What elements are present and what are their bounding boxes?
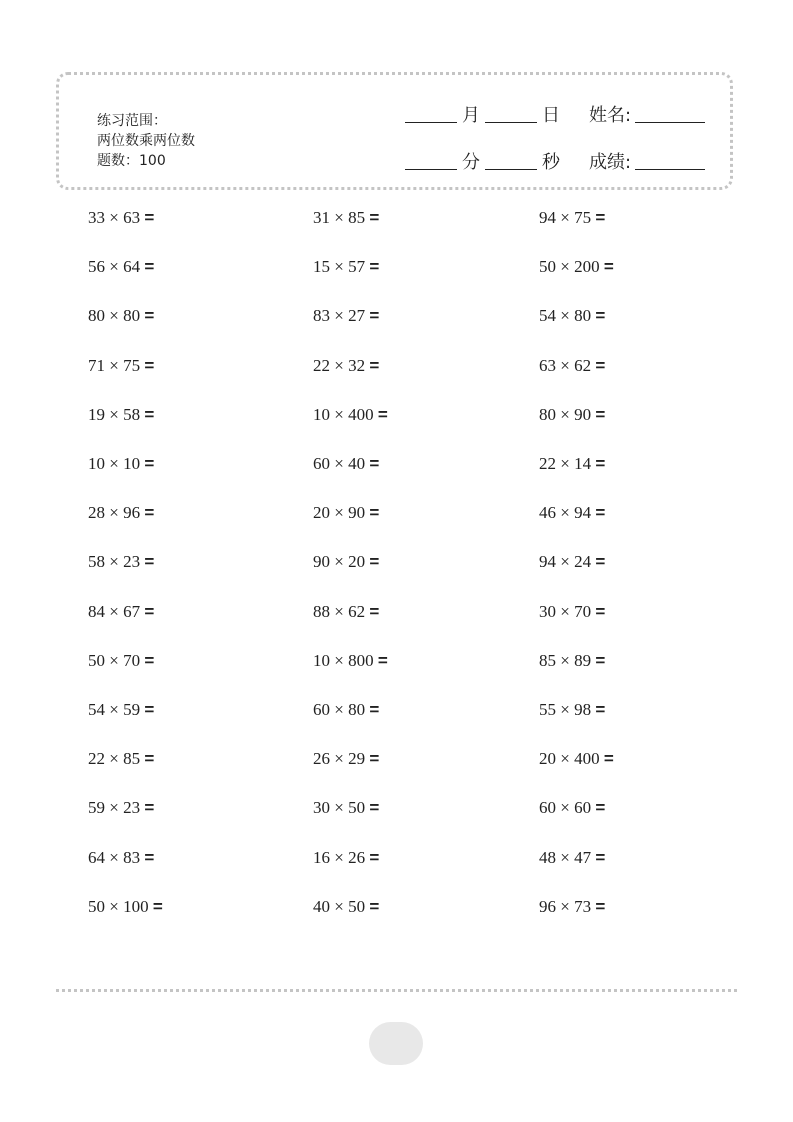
equals-sign: = (595, 650, 606, 670)
problem-expression: 59 × 23 (88, 798, 141, 818)
problem-expression: 94 × 24 (539, 552, 592, 572)
equals-sign: = (595, 798, 606, 818)
math-problem (88, 552, 154, 572)
equals-sign: = (377, 650, 388, 670)
equals-sign: = (144, 552, 155, 572)
equals-sign: = (369, 847, 380, 867)
math-problem (88, 798, 154, 818)
equals-sign: = (144, 847, 155, 867)
math-problem (313, 208, 379, 228)
math-problem (313, 848, 379, 868)
problem-expression: 60 × 80 (313, 700, 366, 719)
score-blank[interactable] (635, 169, 705, 170)
math-problem (313, 405, 388, 425)
math-problem (313, 602, 379, 622)
equals-sign: = (369, 896, 380, 916)
equals-sign: = (595, 552, 606, 572)
math-problem (539, 749, 614, 769)
problem-expression: 48 × 47 (539, 847, 592, 867)
worksheet-header (56, 72, 733, 190)
math-problem (539, 848, 605, 868)
equals-sign: = (595, 306, 606, 326)
problem-expression: 60 × 40 (313, 454, 366, 473)
exercise-info (97, 111, 195, 171)
equals-sign: = (369, 257, 380, 277)
equals-sign: = (144, 601, 155, 621)
problem-expression: 10 × 400 (313, 404, 374, 424)
equals-sign: = (144, 257, 155, 277)
math-problem (88, 897, 163, 917)
math-problem (539, 651, 605, 671)
month-blank[interactable] (405, 122, 457, 123)
problem-expression: 64 × 83 (88, 847, 141, 867)
problem-expression: 46 × 94 (539, 503, 592, 523)
equals-sign: = (369, 601, 380, 621)
problem-expression: 88 × 62 (313, 601, 366, 621)
problem-expression: 10 × 10 (88, 454, 141, 473)
problem-count: 题数：100 (97, 153, 166, 169)
problem-expression: 58 × 23 (88, 552, 141, 572)
problem-expression: 16 × 26 (313, 847, 366, 867)
math-problem (313, 651, 388, 671)
name-blank[interactable] (635, 122, 705, 123)
math-problem (88, 208, 154, 228)
math-problem (539, 208, 605, 228)
equals-sign: = (595, 700, 606, 719)
math-problem (313, 749, 379, 769)
equals-sign: = (369, 306, 380, 326)
problem-expression: 55 × 98 (539, 700, 592, 719)
math-problem (88, 356, 154, 376)
problem-expression: 50 × 200 (539, 257, 600, 277)
range-value: 两位数乘两位数 (97, 133, 195, 149)
problem-expression: 54 × 59 (88, 700, 141, 719)
math-problem (539, 454, 605, 474)
range-label: 练习范围： (97, 113, 167, 129)
second-blank[interactable] (485, 169, 537, 170)
math-problem (88, 405, 154, 425)
second-label: 秒 (542, 152, 560, 173)
date-name-row (405, 101, 705, 127)
problem-expression: 80 × 90 (539, 404, 592, 424)
problem-expression: 10 × 800 (313, 650, 374, 670)
math-problem (539, 897, 605, 917)
problem-expression: 22 × 85 (88, 749, 141, 769)
equals-sign: = (595, 355, 606, 375)
problem-expression: 15 × 57 (313, 257, 366, 277)
problem-expression: 20 × 90 (313, 503, 366, 523)
equals-sign: = (369, 552, 380, 572)
equals-sign: = (144, 454, 155, 473)
equals-sign: = (595, 503, 606, 523)
math-problem (88, 848, 154, 868)
problem-expression: 30 × 70 (539, 601, 592, 621)
minute-label: 分 (462, 152, 480, 173)
equals-sign: = (144, 700, 155, 719)
equals-sign: = (369, 355, 380, 375)
equals-sign: = (369, 749, 380, 769)
problem-expression: 20 × 400 (539, 749, 600, 769)
math-problem (539, 257, 614, 277)
equals-sign: = (377, 404, 388, 424)
problem-expression: 50 × 70 (88, 650, 141, 670)
problem-expression: 26 × 29 (313, 749, 366, 769)
math-problem (539, 798, 605, 818)
problem-expression: 60 × 60 (539, 798, 592, 818)
math-problem (313, 306, 379, 326)
day-label: 日 (542, 105, 560, 126)
problem-expression: 30 × 50 (313, 798, 366, 818)
math-problem (88, 651, 154, 671)
math-problem (313, 798, 379, 818)
time-score-row (405, 148, 705, 174)
equals-sign: = (603, 749, 614, 769)
equals-sign: = (369, 700, 380, 719)
math-problem (539, 306, 605, 326)
equals-sign: = (595, 847, 606, 867)
problem-expression: 54 × 80 (539, 306, 592, 326)
equals-sign: = (144, 798, 155, 818)
math-problem (539, 405, 605, 425)
equals-sign: = (595, 896, 606, 916)
problem-expression: 80 × 80 (88, 306, 141, 326)
problem-expression: 33 × 63 (88, 208, 141, 227)
problem-expression: 85 × 89 (539, 650, 592, 670)
equals-sign: = (595, 454, 606, 473)
equals-sign: = (369, 503, 380, 523)
equals-sign: = (595, 404, 606, 424)
problem-expression: 56 × 64 (88, 257, 141, 277)
math-problem (313, 552, 379, 572)
math-problem (313, 897, 379, 917)
minute-blank[interactable] (405, 169, 457, 170)
problem-expression: 22 × 32 (313, 355, 366, 375)
math-problem (313, 503, 379, 523)
math-problem (539, 700, 605, 720)
math-problem (88, 602, 154, 622)
problem-expression: 83 × 27 (313, 306, 366, 326)
math-problem (313, 700, 379, 720)
problem-expression: 22 × 14 (539, 454, 592, 473)
math-problem (539, 503, 605, 523)
problem-expression: 71 × 75 (88, 355, 141, 375)
equals-sign: = (369, 454, 380, 473)
math-problem (539, 552, 605, 572)
bottom-divider (56, 989, 737, 992)
math-problem (88, 749, 154, 769)
equals-sign: = (369, 208, 380, 227)
day-blank[interactable] (485, 122, 537, 123)
problem-expression: 96 × 73 (539, 896, 592, 916)
page-number-pill (369, 1022, 423, 1065)
score-label: 成绩: (589, 152, 632, 173)
math-problem (539, 602, 605, 622)
equals-sign: = (144, 650, 155, 670)
equals-sign: = (144, 208, 155, 227)
math-problem (88, 257, 154, 277)
equals-sign: = (595, 208, 606, 227)
math-problem (313, 257, 379, 277)
problem-expression: 31 × 85 (313, 208, 366, 227)
math-problem (313, 356, 379, 376)
problem-expression: 84 × 67 (88, 601, 141, 621)
name-label: 姓名: (589, 105, 632, 126)
month-label: 月 (462, 105, 480, 126)
math-problem (88, 454, 154, 474)
equals-sign: = (595, 601, 606, 621)
math-problem (88, 503, 154, 523)
equals-sign: = (144, 749, 155, 769)
problem-expression: 19 × 58 (88, 404, 141, 424)
problem-expression: 90 × 20 (313, 552, 366, 572)
problem-expression: 40 × 50 (313, 896, 366, 916)
equals-sign: = (144, 306, 155, 326)
problem-expression: 28 × 96 (88, 503, 141, 523)
problem-expression: 94 × 75 (539, 208, 592, 227)
math-problem (539, 356, 605, 376)
equals-sign: = (144, 355, 155, 375)
equals-sign: = (369, 798, 380, 818)
equals-sign: = (152, 896, 163, 916)
math-problem (88, 306, 154, 326)
equals-sign: = (144, 503, 155, 523)
problem-expression: 50 × 100 (88, 896, 149, 916)
equals-sign: = (603, 257, 614, 277)
problem-expression: 63 × 62 (539, 355, 592, 375)
equals-sign: = (144, 404, 155, 424)
math-problem (88, 700, 154, 720)
math-problem (313, 454, 379, 474)
